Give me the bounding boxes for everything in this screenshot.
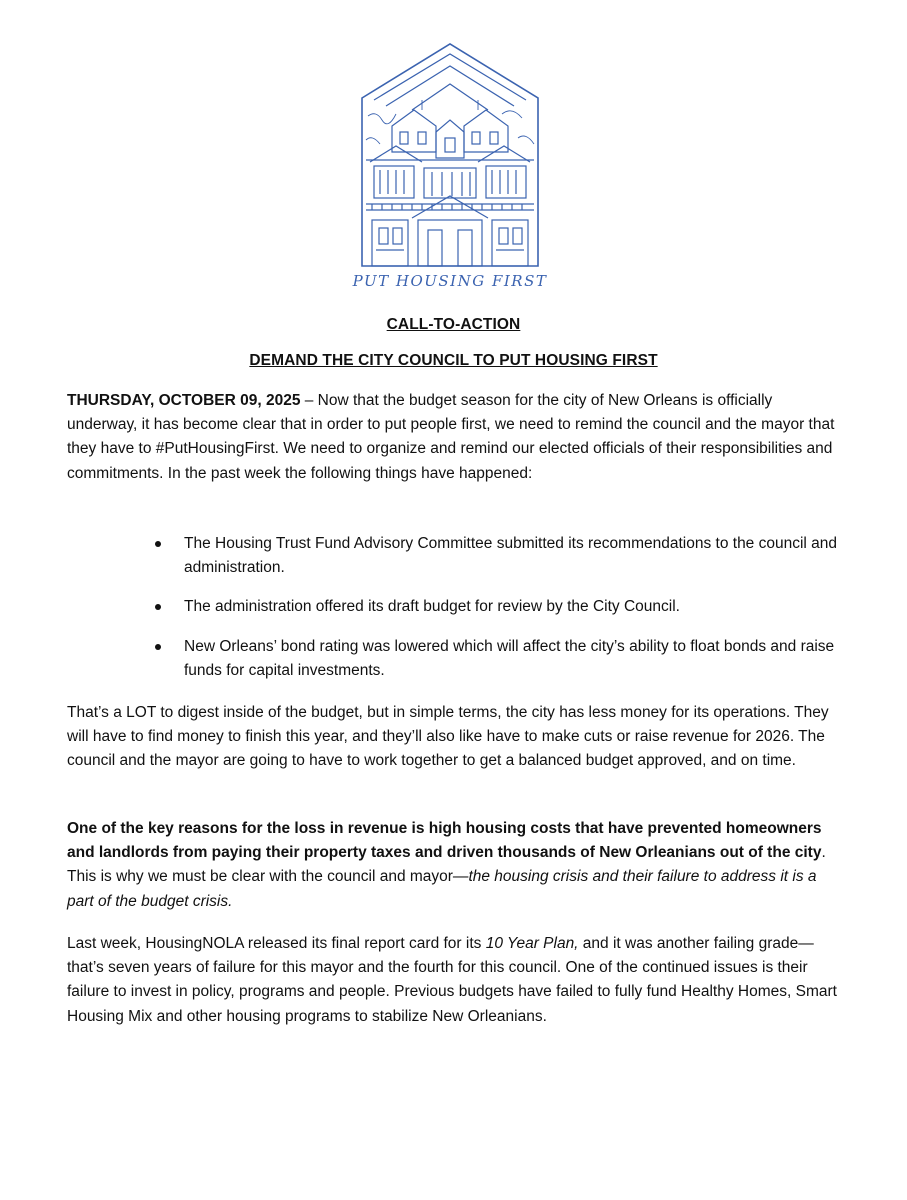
list-item-text: The Housing Trust Fund Advisory Committee submitted its recommendations to the council and administration. bbox=[184, 535, 838, 577]
budget-paragraph: That’s a LOT to digest inside of the budget, but in simple terms, the city has less money for its operations. They will have to find money to finish this year, and they’ll also like have to make cuts or raise revenue for 2026. The council and the mayor are going to have to work together to get a balanced budget approved, and on time. bbox=[67, 704, 829, 770]
list-item-text: The administration offered its draft budget for review by the City Council. bbox=[184, 598, 680, 616]
house-illustration-icon bbox=[352, 40, 548, 302]
put-housing-first-logo bbox=[352, 40, 548, 302]
report-card-paragraph bbox=[67, 932, 843, 1029]
revenue-bold-text: One of the key reasons for the loss in revenue is high housing costs that have prevented homeowners and landlords from paying their property taxes and driven thousands of New Orleanians out of the city bbox=[67, 820, 822, 862]
revenue-italic-text: the housing crisis and their failure to address it is a part of the budget crisis. bbox=[67, 868, 817, 910]
bullet-icon bbox=[155, 604, 161, 610]
call-to-action-heading: CALL-TO-ACTION bbox=[386, 316, 521, 333]
intro-paragraph bbox=[67, 389, 843, 486]
ten-year-plan-italic: 10 Year Plan, bbox=[485, 935, 579, 952]
bullet-icon bbox=[155, 541, 161, 547]
page-title: DEMAND THE CITY COUNCIL TO PUT HOUSING FIRST bbox=[249, 352, 658, 369]
intro-text: – Now that the budget season for the city of New Orleans is officially underway, it has become clear that in order to put people first, we need to remind the council and the mayor that they have to #PutHousingFirst. We need to organize and remind our elected officials of their responsibilities and commitments. In the past week the following things have happened: bbox=[67, 392, 835, 482]
list-item bbox=[184, 595, 844, 619]
bullet-icon bbox=[155, 644, 161, 650]
revenue-plain-text: . This is why we must be clear with the council and mayor— bbox=[67, 844, 826, 886]
revenue-paragraph bbox=[67, 817, 843, 914]
report-card-text-after: and it was another failing grade—that’s seven years of failure for this mayor and the fourth for this council. One of the continued issues is their failure to invest in policy, programs and people. Previous budgets have failed to fully fund Healthy Homes, Smart Housing Mix and other housing programs to stabilize New Orleanians. bbox=[67, 935, 837, 1025]
report-card-text-before: Last week, HousingNOLA released its final report card for its bbox=[67, 935, 486, 952]
logo-tagline: PUT HOUSING FIRST bbox=[352, 272, 548, 290]
list-item bbox=[184, 635, 844, 683]
dateline: THURSDAY, OCTOBER 09, 2025 bbox=[67, 392, 301, 409]
list-item bbox=[184, 532, 844, 580]
events-list bbox=[0, 532, 907, 698]
list-item-text: New Orleans’ bond rating was lowered which will affect the city’s ability to float bonds and raise funds for capital investments. bbox=[184, 637, 835, 679]
